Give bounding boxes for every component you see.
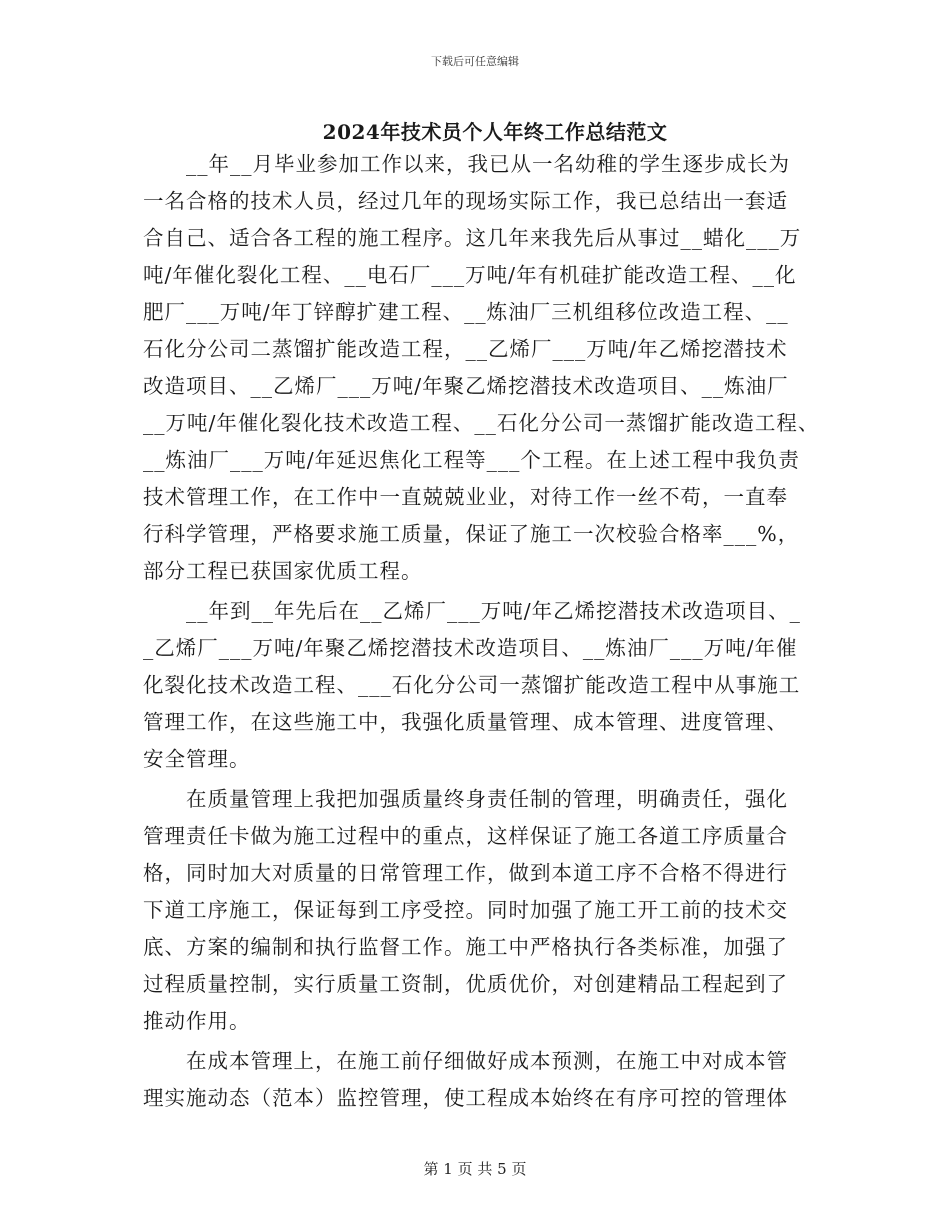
document-title: 2024年技术员个人年终工作总结范文 — [322, 120, 668, 144]
text-line: 在质量管理上我把加强质量终身责任制的管理，明确责任，强化 — [143, 787, 788, 811]
text-line: 格，同时加大对质量的日常管理工作，做到本道工序不合格不得进行 — [143, 861, 788, 885]
paragraph — [143, 593, 823, 778]
text-line: 吨/年催化裂化工程、__电石厂___万吨/年有机硅扩能改造工程、__化 — [143, 263, 797, 287]
text-line: 技术管理工作，在工作中一直兢兢业业，对待工作一丝不苟，一直奉 — [143, 485, 788, 509]
text-line: 在成本管理上，在施工前仔细做好成本预测，在施工中对成本管 — [143, 1049, 788, 1073]
text-line: 理实施动态（范本）监控管理，使工程成本始终在有序可控的管理体 — [143, 1086, 788, 1110]
paragraph — [143, 146, 823, 590]
text-line: 底、方案的编制和执行监督工作。施工中严格执行各类标准，加强了 — [143, 935, 788, 959]
text-line: 管理责任卡做为施工过程中的重点，这样保证了施工各道工序质量合 — [143, 824, 788, 848]
text-line: 推动作用。 — [143, 1009, 251, 1033]
text-line: _乙烯厂___万吨/年聚乙烯挖潜技术改造项目、__炼油厂___万吨/年催 — [143, 636, 798, 660]
text-line: 下道工序施工，保证每到工序受控。同时加强了施工开工前的技术交 — [143, 898, 788, 922]
paragraph — [143, 781, 823, 1040]
paragraph — [143, 1043, 823, 1117]
text-line: 化裂化技术改造工程、___石化分公司一蒸馏扩能改造工程中从事施工 — [143, 673, 801, 697]
text-line: __万吨/年催化裂化技术改造工程、__石化分公司一蒸馏扩能改造工程、 — [143, 411, 820, 435]
document-body — [143, 146, 823, 1117]
text-line: 管理工作，在这些施工中，我强化质量管理、成本管理、进度管理、 — [143, 710, 788, 734]
text-line: 行科学管理，严格要求施工质量，保证了施工一次校验合格率___%， — [143, 522, 800, 546]
text-line: 肥厂___万吨/年丁锌醇扩建工程、__炼油厂三机组移位改造工程、__ — [143, 300, 789, 324]
text-line: 过程质量控制，实行质量工资制，优质优价，对创建精品工程起到了 — [143, 972, 788, 996]
text-line: 部分工程已获国家优质工程。 — [143, 559, 423, 583]
text-line: 合自己、适合各工程的施工程序。这几年来我先后从事过__蜡化___万 — [143, 226, 802, 250]
text-line: __炼油厂___万吨/年延迟焦化工程等___个工程。在上述工程中我负责 — [143, 448, 800, 472]
text-line: __年到__年先后在__乙烯厂___万吨/年乙烯挖潜技术改造项目、_ — [143, 599, 801, 623]
text-line: 石化分公司二蒸馏扩能改造工程，__乙烯厂___万吨/年乙烯挖潜技术 — [143, 337, 788, 361]
header-note: 下载后可任意编辑 — [431, 55, 519, 68]
text-line: __年__月毕业参加工作以来，我已从一名幼稚的学生逐步成长为 — [143, 152, 790, 176]
text-line: 改造项目、__乙烯厂___万吨/年聚乙烯挖潜技术改造项目、__炼油厂 — [143, 374, 789, 398]
page-number: 第 1 页 共 5 页 — [423, 1160, 527, 1178]
text-line: 一名合格的技术人员，经过几年的现场实际工作，我已总结出一套适 — [143, 189, 788, 213]
text-line: 安全管理。 — [143, 747, 251, 771]
